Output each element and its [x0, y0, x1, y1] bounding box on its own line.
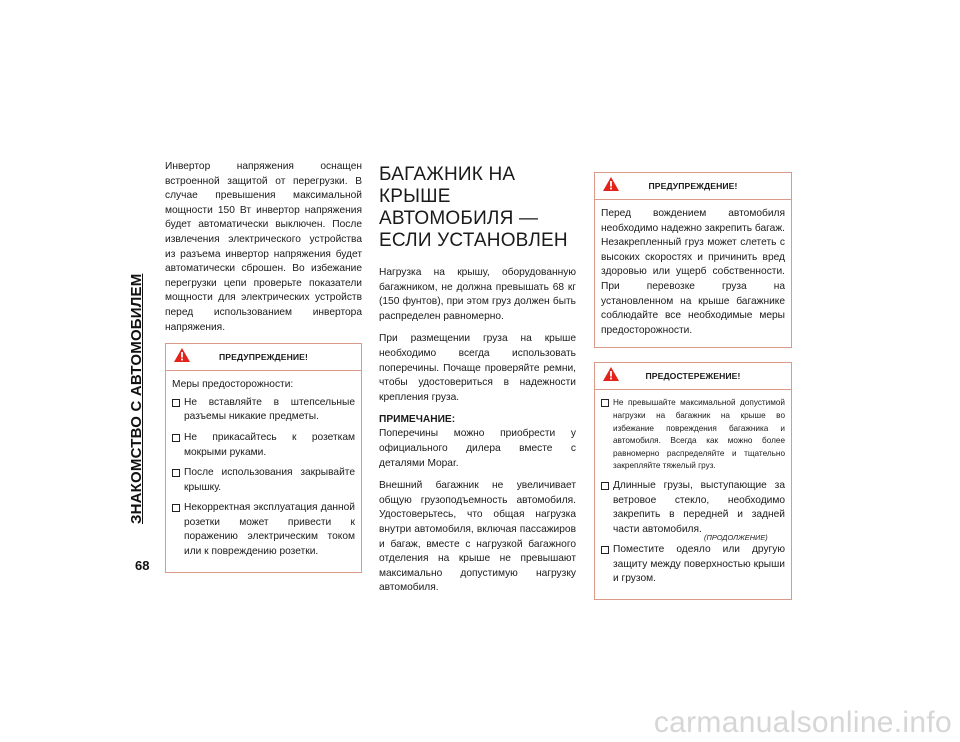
- caution-box-body: [595, 390, 791, 599]
- warning-triangle-icon: [173, 347, 191, 363]
- warning-text: Перед вождением автомобиля необходимо надежно закрепить багаж. Незакрепленный груз может слететь с высоких скоростях и причинить вред здоровью или ущерб собственности. При перевозке груза на установленном на крыше багажнике соблюдайте все необходимые меры предосторожности.: [601, 208, 785, 336]
- caution-box-header: [595, 363, 791, 390]
- warning-intro: Меры предосторожности:: [172, 379, 294, 391]
- continued-label: (ПРОДОЛЖЕНИЕ): [704, 533, 768, 542]
- list-item: Поместите одеяло или другую защиту между поверхностью крыши и грузом.: [601, 543, 785, 587]
- note-text: Поперечины можно приобрести у официального дилера вместе с деталями Mopar.: [379, 428, 576, 469]
- roof-load-paragraph: Нагрузка на крышу, оборудованную багажником, не должна превышать 68 кг (150 фунтов), при этом груз должен быть распределен равномерно.: [379, 267, 576, 322]
- warning-box-body: [166, 371, 361, 572]
- warning-box-header: [166, 344, 361, 371]
- warning-box-luggage: [594, 172, 792, 348]
- inverter-paragraph: Инвертор напряжения оснащен встроенной защитой от перегрузки. В случае превышения максимальной мощности 150 Вт инвертор напряжения будет автоматически выключен. После извлечения электрического устройства из разъема инвертор напряжения будет автоматически сброшен. Во избежание перегрузки цепи проверьте показатели мощности для электрических устройств перед использованием инвертора напряжения.: [165, 161, 362, 333]
- warning-box-header: [595, 173, 791, 200]
- page-number: 68: [135, 558, 150, 573]
- warning-title: ПРЕДУПРЕЖДЕНИЕ!: [648, 181, 738, 191]
- note-title: ПРИМЕЧАНИЕ:: [379, 414, 456, 426]
- section-title: ЗНАКОМСТВО С АВТОМОБИЛЕМ: [128, 273, 145, 524]
- caution-list-small: [601, 397, 785, 473]
- list-item: После использования закрывайте крышку.: [172, 466, 355, 495]
- list-item: Некорректная эксплуатация данной розетки может привести к поражению электрическим током или к повреждению розетки.: [172, 501, 355, 559]
- column-2: [379, 160, 576, 604]
- list-item: Длинные грузы, выступающие за ветровое стекло, необходимо закрепить в передней и задней части автомобиля.: [601, 479, 785, 537]
- warning-triangle-icon: [602, 176, 620, 192]
- column-1: [165, 160, 362, 573]
- warning-title: ПРЕДУПРЕЖДЕНИЕ!: [219, 352, 308, 363]
- list-item: Не превышайте максимальной допустимой нагрузки на багажник на крыше во избежание повреждения багажника и автомобиля. Всегда как можно более равномерно распределяйте и тщательно закрепляйте тяжелый груз.: [601, 397, 785, 473]
- list-item: Не прикасайтесь к розеткам мокрыми руками.: [172, 431, 355, 460]
- caution-title: ПРЕДОСТЕРЕЖЕНИЕ!: [645, 371, 741, 382]
- warning-triangle-icon: [602, 366, 620, 382]
- watermark-logo: carmanualsonline.info: [653, 706, 952, 739]
- caution-box-roof-rack: [594, 362, 792, 600]
- capacity-paragraph: Внешний багажник не увеличивает общую грузоподъемность автомобиля. Удостоверьтесь, что общая нагрузка внутри автомобиля, включая пассажиров и багаж, вместе с нагрузкой багажного отделения на крыше не превышают максимально допустимую нагрузку автомобиля.: [379, 480, 576, 594]
- warning-list: [172, 396, 355, 560]
- list-item: Не вставляйте в штепсельные разъемы никакие предметы.: [172, 396, 355, 425]
- warning-box-inverter: [165, 343, 362, 573]
- crossbars-paragraph: При размещении груза на крыше необходимо всегда использовать поперечины. Почаще проверяйте ремни, чтобы удостовериться в надежности крепления груза.: [379, 333, 576, 403]
- warning-box-body: [595, 200, 791, 347]
- section-heading: БАГАЖНИК НА КРЫШЕ АВТОМОБИЛЯ — ЕСЛИ УСТАНОВЛЕН: [379, 164, 568, 251]
